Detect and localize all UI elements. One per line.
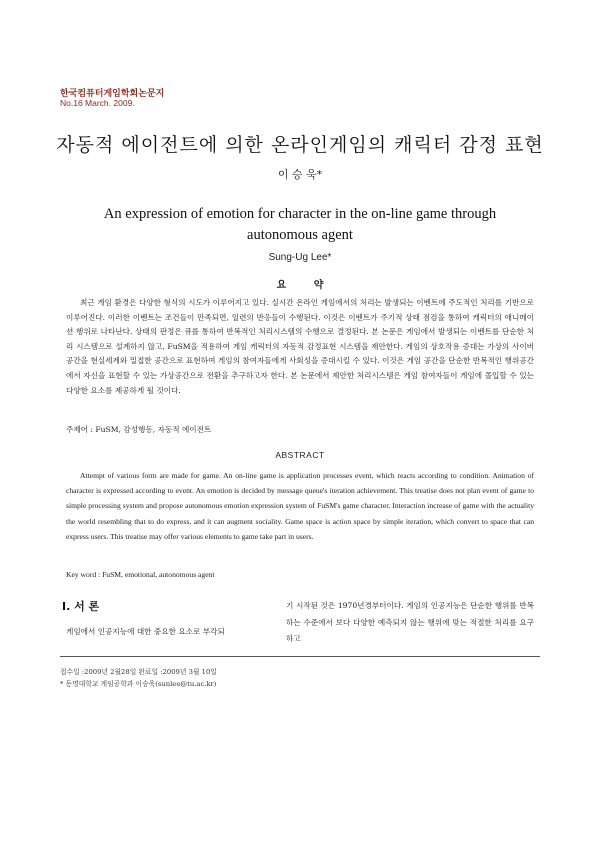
title-korean: 자동적 에이전트에 의한 온라인게임의 캐릭터 감정 표현 (56, 134, 544, 156)
footnote-dates: 접수일 :2009년 2월28일 완료일 :2009년 3월 10일 (60, 668, 217, 676)
abstract-english: Attempt of various form are made for game. An on-line game is application processes event, which reacts according to condition. Animation of character is expressed according to event. An emotion is decided by message queue's iteration achievement. This treatise does not plan event of game to simple processing system and propose autonomous emotion expression system of FuSM's game character. Interaction increase of game with the actuality the world resembling that to do express, and it can augment sociality. Game space is action space by simple iteration, which convert to space that can express users. This treatise may offer various elements to game take part in users. (66, 471, 534, 541)
title-english-line-1: An expression of emotion for character in the on-line game through (103, 206, 497, 222)
summary-korean: 최근 게임 환경은 다양한 형식의 시도가 이루어지고 있다. 실시간 온라인 게임에서의 처리는 발생되는 이벤트에 주도적인 처리를 기반으로 이루어진다. 이러한 이벤트는 조건들이 만족되면, 일련의 반응들이 수행된다. 이것은 이벤트가 주기적 상태 점검을 통하여 캐릭터의 애니메이션 행위로 나타난다. 상태의 판정은 큐를 통하여 반복적인 처리시스템의 수행으로 결정된다. 본 논문은 게임에서 발생되는 이벤트를 단순한 처리 시스템으로 설계하지 않고, FuSM을 적용하여 게임 캐릭터의 자동적 감정표현 시스템을 제안한다. 게임의 상호작용 증대는 가상의 사이버 공간을 현실세계와 밀접한 공간으로 표현하여 게임의 참여자들에게 사회성을 증대시킬 수 있다. 이것은 게임 공간을 단순한 반복적인 행위공간에서 자신을 표현할 수 있는 가상공간으로 전환을 추구하고자 한다. 본 논문에서 제안한 처리시스템은 게임 참여자들이 게임에 몰입할 수 있는 다양한 요소를 제공하게 될 것이다. (66, 298, 534, 395)
title-english-line-2: autonomous agent (247, 227, 353, 243)
keywords-korean: 주제어 : FuSM, 감성행동, 자동적 에이전트 (66, 425, 212, 434)
title-english (60, 204, 540, 246)
journal-issue: No.16 March. 2009. (60, 98, 135, 108)
author-korean: 이 승 욱* (277, 168, 323, 181)
journal-name: 한국컴퓨터게임학회논문지 (60, 89, 165, 99)
author-english: Sung-Ug Lee* (268, 252, 332, 263)
abstract-heading: ABSTRACT (275, 450, 325, 460)
footnote-affiliation: * 동명대학교 게임공학과 이승욱(sunlee@tu.ac.kr) (60, 680, 217, 688)
section-heading-introduction: I. 서 론 (62, 600, 100, 613)
footnote-divider (60, 656, 540, 657)
keywords-english: Key word : FuSM, emotional, autonomous agent (66, 570, 215, 579)
intro-left-column: 게임에서 인공지능에 대한 중요한 요소로 부각되 (66, 627, 225, 636)
summary-heading: 요 약 (276, 280, 336, 291)
intro-right-column: 기 시작된 것은 1970년경부터이다. 게임의 인공지능은 단순한 행위를 반복하는 수준에서 보다 다양한 예측되지 않는 행위에 맞는 적절한 처리를 요구하고 (286, 601, 534, 643)
